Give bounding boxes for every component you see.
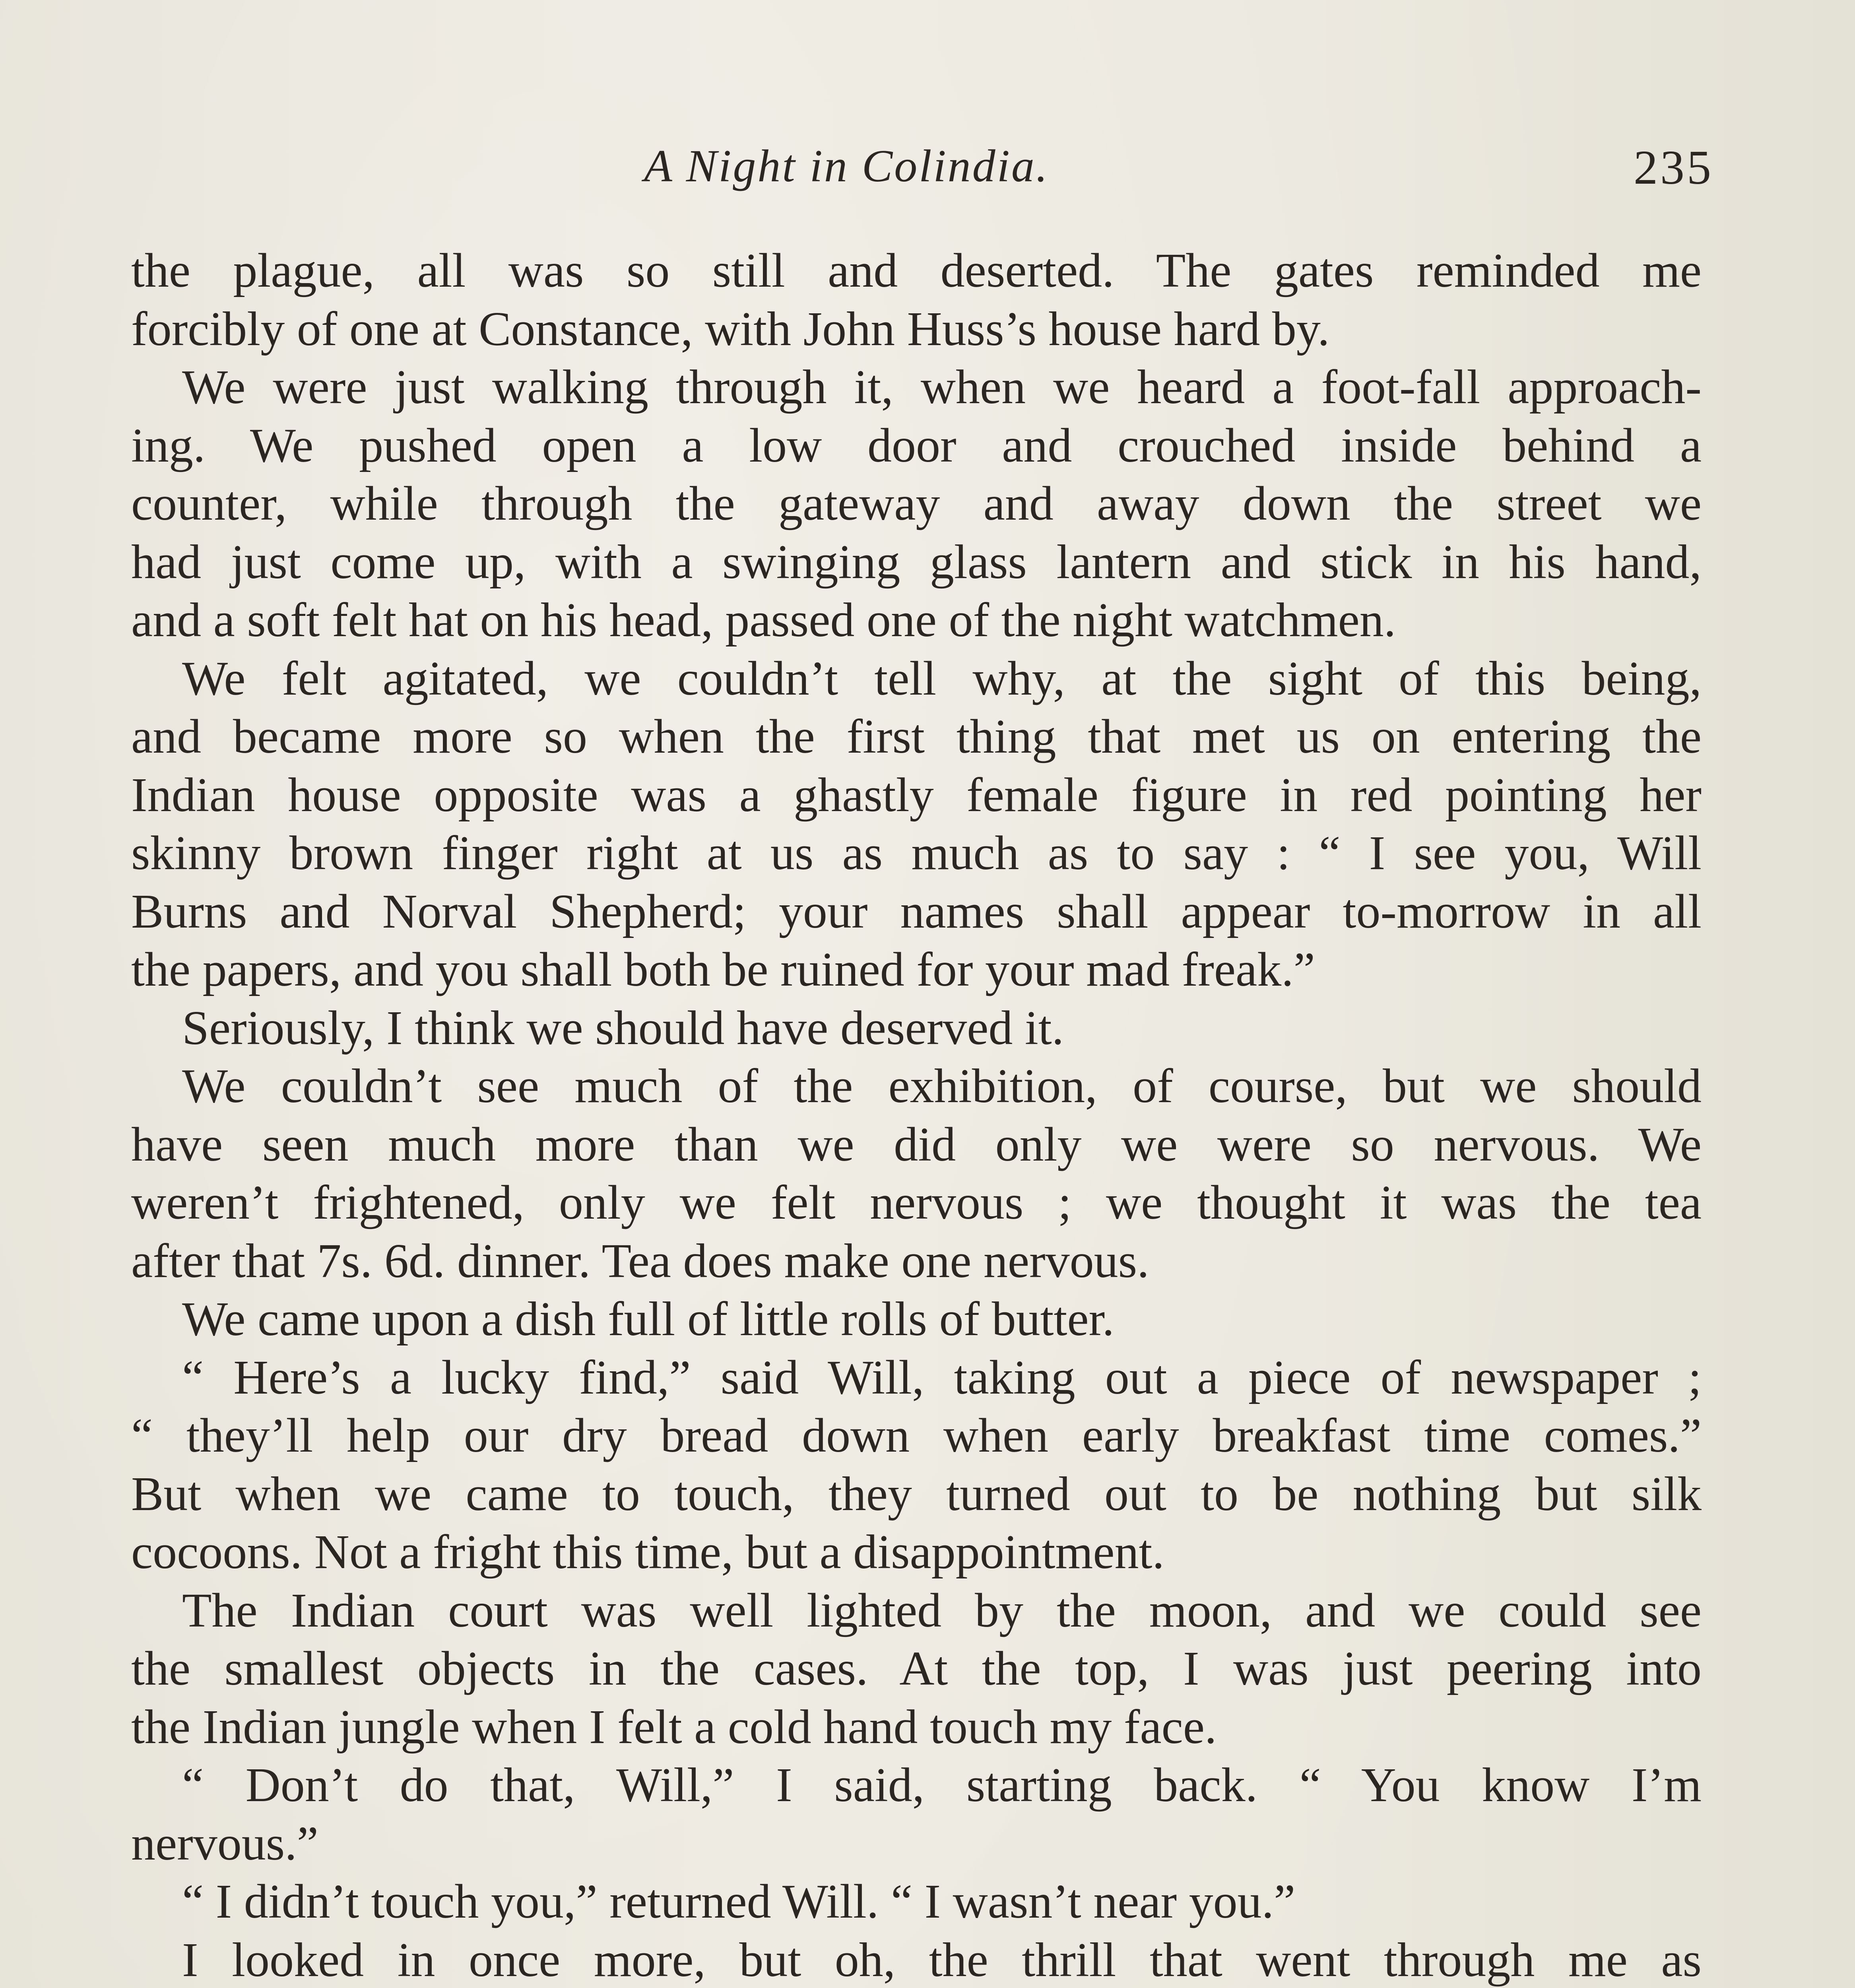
text-line: the Indian jungle when I felt a cold hand touch my face. bbox=[131, 1700, 1217, 1754]
text-line: We were just walking through it, when we heard a foot-fall approach- bbox=[182, 360, 1702, 414]
text-line: “ they’ll help our dry bread down when early breakfast time comes.” bbox=[131, 1409, 1702, 1462]
text-line: “ I didn’t touch you,” returned Will. “ I wasn’t near you.” bbox=[182, 1875, 1296, 1928]
text-line: the papers, and you shall both be ruined for your mad freak.” bbox=[131, 943, 1315, 996]
text-line: counter, while through the gateway and away down the street we bbox=[131, 477, 1702, 530]
text-line: have seen much more than we did only we were so nervous. We bbox=[131, 1117, 1702, 1171]
text-line: The Indian court was well lighted by the moon, and we could see bbox=[182, 1583, 1702, 1637]
text-line: forcibly of one at Constance, with John Huss’s house hard by. bbox=[131, 302, 1330, 356]
text-line: the smallest objects in the cases. At the top, I was just peering into bbox=[131, 1642, 1702, 1695]
text-line: and became more so when the first thing that met us on entering the bbox=[131, 710, 1702, 763]
text-line: I looked in once more, but oh, the thrill that went through me as bbox=[182, 1933, 1702, 1987]
text-line: after that 7s. 6d. dinner. Tea does make one nervous. bbox=[131, 1234, 1149, 1288]
text-line: ing. We pushed open a low door and crouched inside behind a bbox=[131, 418, 1702, 472]
body-text bbox=[131, 242, 1702, 1988]
text-line: weren’t frightened, only we felt nervous ; we thought it was the tea bbox=[131, 1176, 1702, 1229]
text-line: the plague, all was so still and deserted. The gates reminded me bbox=[131, 244, 1702, 297]
text-line: We felt agitated, we couldn’t tell why, at the sight of this being, bbox=[182, 651, 1702, 705]
text-line: “ Don’t do that, Will,” I said, starting back. “ You know I’m bbox=[182, 1758, 1702, 1812]
text-line: cocoons. Not a fright this time, but a disappointment. bbox=[131, 1525, 1164, 1579]
text-line: But when we came to touch, they turned out to be nothing but silk bbox=[131, 1467, 1702, 1521]
text-line: We came upon a dish full of little rolls of butter. bbox=[182, 1292, 1114, 1346]
text-line: and a soft felt hat on his head, passed one of the night watchmen. bbox=[131, 593, 1396, 647]
page-header bbox=[135, 140, 1713, 192]
text-line: We couldn’t see much of the exhibition, of course, but we should bbox=[182, 1059, 1702, 1113]
text-line: “ Here’s a lucky find,” said Will, taking out a piece of newspaper ; bbox=[182, 1350, 1702, 1404]
text-line: had just come up, with a swinging glass lantern and stick in his hand, bbox=[131, 535, 1702, 589]
text-line: skinny brown finger right at us as much as to say : “ I see you, Will bbox=[131, 826, 1702, 880]
text-line: nervous.” bbox=[131, 1816, 318, 1870]
text-line: Seriously, I think we should have deserved it. bbox=[182, 1001, 1064, 1055]
page-number: 235 bbox=[1634, 141, 1713, 194]
text-line: Indian house opposite was a ghastly female figure in red pointing her bbox=[131, 768, 1702, 822]
text-line: Burns and Norval Shepherd; your names shall appear to-morrow in all bbox=[131, 884, 1702, 938]
running-title: A Night in Colindia. bbox=[644, 141, 1049, 192]
